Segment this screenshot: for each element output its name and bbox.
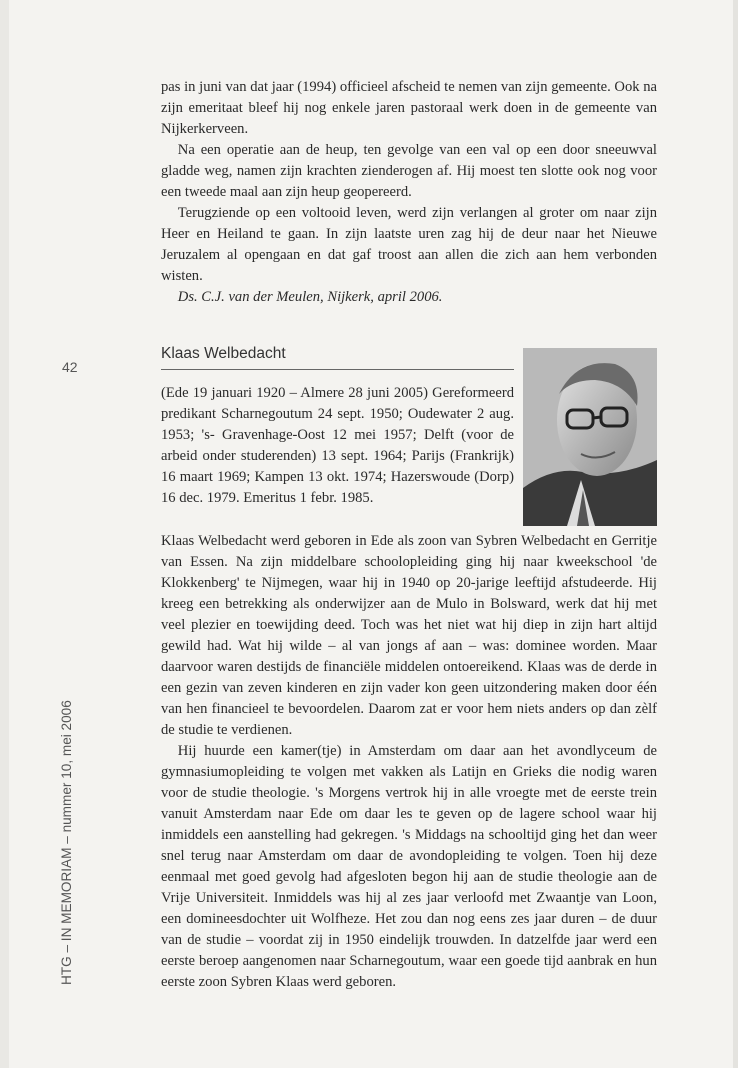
paragraph: Hij huurde een kamer(tje) in Amsterdam om daar aan het avondlyceum de gymnasiumopleiding te volgen met vakken als Latijn en Grieks die nodig waren voor de studie theologie. 's Morgens vertrok hij in alle vroegte met de eerste trein vanuit Amsterdam naar Ede om daar les te geven op de lagere school waar hij inmiddels een aanstelling had gekregen. 's Middags na schooltijd ging het dan weer snel terug naar Amsterdam om daar de avondopleiding te volgen. Toen hij deze eenmaal met goed gevolg had afgesloten begon hij aan de studie theologie aan de Vrije Universiteit. Inmiddels was hij al zes jaar verloofd met Zwaantje van Loon, een domineesdochter uit Wolfheze. Het zou dan nog eens zes jaar duren – de duur van de studie – voordat zij in 1950 eindelijk trouwden. In datzelfde jaar werd een eerste beroep aangenomen naar Scharnegoutum, waar een goede tijd aanbrak en hun eerste zoon Sybren Klaas werd geboren. [161,743,657,990]
heading-rule [161,369,514,370]
author-signature: Ds. C.J. van der Meulen, Nijkerk, april 2006. [177,289,443,305]
page-edge-shadow [0,0,9,1068]
paragraph: Na een operatie aan de heup, ten gevolge van een val op een door sneeuwval gladde weg, namen zijn krachten zienderogen af. Hij moest ten slotte ook nog voor een tweede maal aan zijn heup geopereerd. [161,142,657,200]
paragraph: pas in juni van dat jaar (1994) officieel afscheid te nemen van zijn gemeente. Ook na zijn emeritaat bleef hij nog enkele jaren pastoraal werk doen in de gemeente van Nijkerkerveen. [161,79,657,137]
section-heading: Klaas Welbedacht [161,345,286,362]
paragraph: Terugziende op een voltooid leven, werd zijn verlangen al groter om naar zijn Heer en Heiland te gaan. In zijn laatste uren zag hij de deur naar het Nieuwe Jeruzalem al opengaan en dat gaf troost aan allen die zich aan hem verbonden wisten. [161,205,657,284]
previous-obituary-end [161,77,657,308]
paragraph: Klaas Welbedacht werd geboren in Ede als zoon van Sybren Welbedacht en Gerritje van Essen. Na zijn middelbare schoolopleiding ging hij naar kweekschool 'de Klokkenberg' te Nijmegen, waar hij in 1940 op 20-jarige leeftijd afstudeerde. Hij kreeg een betrekking als onderwijzer aan de Mulo in Bolsward, werk dat hij met veel plezier en toewijding deed. Toch was het niet wat hij diep in zijn hart altijd gewild had. Wat hij wilde – al van jongs af aan – was: dominee worden. Maar daarvoor waren destijds de financiële middelen ontoereikend. Klaas was de derde in een gezin van zeven kinderen en zijn vader kon geen uitzondering maken door één van hen financieel te bevoordelen. Daarom zat er voor hem niets anders op dan zèlf de studie te verdienen. [161,533,657,738]
obituary-body [161,531,657,993]
page-number: 42 [62,359,78,375]
portrait-photo [523,348,657,526]
running-head: HTG – IN MEMORIAM – nummer 10, mei 2006 [59,700,74,985]
bio-summary: (Ede 19 januari 1920 – Almere 28 juni 2005) Gereformeerd predikant Scharnegoutum 24 sept. 1950; Oudewater 2 aug. 1953; 's- Gravenhage-Oost 12 mei 1957; Delft (voor de arbeid onder studerenden) 13 sept. 1964; Parijs (Frankrijk) 16 maart 1969; Kampen 13 okt. 1974; Hazerswoude (Dorp) 16 dec. 1979. Emeritus 1 febr. 1985. [161,385,514,506]
page-edge-right [733,0,738,1068]
